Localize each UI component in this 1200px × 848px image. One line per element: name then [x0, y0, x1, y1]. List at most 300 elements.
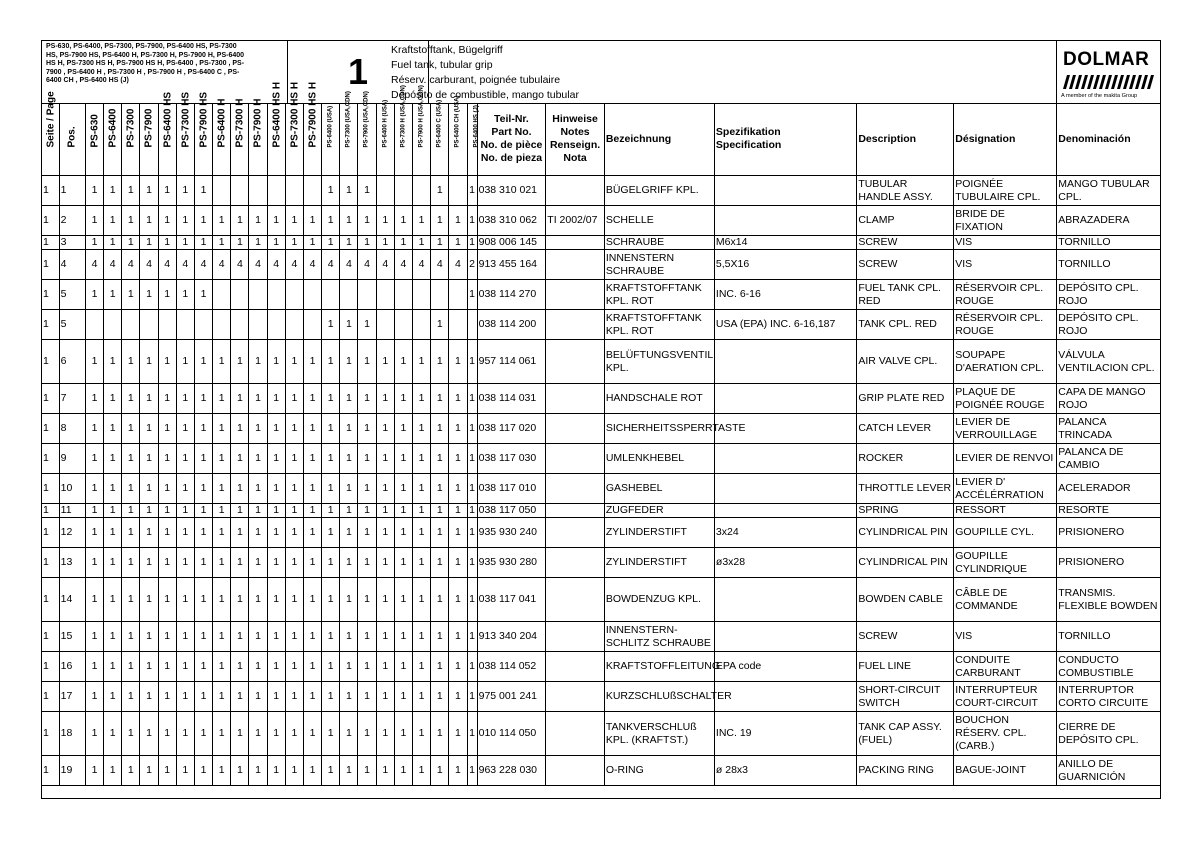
- cell-description: CYLINDRICAL PIN: [857, 518, 954, 548]
- cell-qty: 1: [85, 548, 103, 578]
- cell-designation: RESSORT: [954, 504, 1057, 518]
- cell-designation: INTERRUPTEUR COURT-CIRCUIT: [954, 682, 1057, 712]
- cell-qty: 1: [340, 176, 358, 206]
- cell-qty: 1: [340, 384, 358, 414]
- cell-qty: 1: [376, 682, 394, 712]
- cell-qty: [176, 310, 194, 340]
- cell-pos: 8: [59, 414, 85, 444]
- col-part-no-line: Part No.: [491, 126, 532, 138]
- cell-qty: 1: [249, 712, 267, 756]
- cell-qty: 1: [140, 518, 158, 548]
- cell-designation: LEVIER DE VERROUILLAGE: [954, 414, 1057, 444]
- cell-qty: 1: [176, 414, 194, 444]
- cell-part-no: 038 117 050: [477, 504, 546, 518]
- col-notes-line: Renseign.: [549, 139, 601, 151]
- cell-qty: 4: [340, 250, 358, 280]
- cell-qty: 1: [285, 652, 303, 682]
- cell-note: [546, 414, 605, 444]
- cell-note: [546, 236, 605, 250]
- cell-qty: [303, 280, 321, 310]
- cell-qty: 1: [303, 682, 321, 712]
- col-notes-line: Nota: [563, 152, 587, 164]
- cell-qty: 1: [394, 414, 412, 444]
- cell-qty: 1: [176, 340, 194, 384]
- cell-qty: 1: [376, 444, 394, 474]
- cell-qty: 1: [340, 340, 358, 384]
- cell-qty: [213, 176, 231, 206]
- table-header-row: [42, 103, 1160, 176]
- cell-qty: 1: [176, 384, 194, 414]
- cell-qty: 1: [194, 474, 212, 504]
- page-number: 1: [287, 41, 429, 103]
- cell-qty: 1: [176, 176, 194, 206]
- cell-qty: 1: [213, 340, 231, 384]
- cell-part-no: 038 310 062: [477, 206, 546, 236]
- cell-qty: 1: [122, 414, 140, 444]
- cell-bezeichnung: GASHEBEL: [604, 474, 714, 504]
- cell-qty: 1: [358, 504, 376, 518]
- cell-qty: 1: [158, 622, 176, 652]
- cell-qty: 1: [140, 622, 158, 652]
- cell-qty: 1: [431, 384, 449, 414]
- cell-qty: 1: [231, 236, 249, 250]
- cell-qty: 1: [449, 236, 467, 250]
- cell-qty: 1: [140, 712, 158, 756]
- cell-qty: 4: [104, 250, 122, 280]
- cell-qty: 1: [85, 682, 103, 712]
- parts-list-sheet: [41, 40, 1161, 799]
- cell-qty: 1: [176, 504, 194, 518]
- cell-pos: 1: [59, 176, 85, 206]
- col-model-0: [85, 103, 103, 176]
- col-part-no-line: No. de pièce: [480, 139, 543, 151]
- cell-qty: 1: [122, 518, 140, 548]
- cell-part-no: 913 455 164: [477, 250, 546, 280]
- cell-qty: 1: [413, 712, 431, 756]
- col-model-12: [303, 81, 321, 176]
- cell-designation: GOUPILLE CYL.: [954, 518, 1057, 548]
- cell-spec: 3x24: [714, 518, 856, 548]
- cell-designation: LEVIER D' ACCÉLÉRRATION: [954, 474, 1057, 504]
- cell-qty: 1: [285, 206, 303, 236]
- cell-designation: GOUPILLE CYLINDRIQUE: [954, 548, 1057, 578]
- table-row: [42, 518, 1160, 548]
- cell-spec: INC. 19: [714, 712, 856, 756]
- cell-qty: 1: [194, 578, 212, 622]
- cell-qty: 4: [394, 250, 412, 280]
- cell-qty: 1: [158, 548, 176, 578]
- cell-qty: 1: [122, 712, 140, 756]
- cell-qty: [413, 310, 431, 340]
- table-row: [42, 280, 1160, 310]
- cell-description: THROTTLE LEVER: [857, 474, 954, 504]
- cell-qty: 1: [213, 682, 231, 712]
- col-model-17-label: PS-7300 H (USA,CDN): [400, 84, 407, 147]
- cell-qty: 1: [194, 280, 212, 310]
- cell-bezeichnung: BÜGELGRIFF KPL.: [604, 176, 714, 206]
- cell-qty: 1: [158, 756, 176, 786]
- col-spezifikation-line: Spezifikation: [715, 126, 781, 138]
- cell-qty: 1: [467, 280, 477, 310]
- cell-description: ROCKER: [857, 444, 954, 474]
- cell-qty: 1: [231, 504, 249, 518]
- cell-description: CYLINDRICAL PIN: [857, 548, 954, 578]
- cell-qty: 1: [467, 384, 477, 414]
- cell-qty: 1: [376, 756, 394, 786]
- table-row: [42, 622, 1160, 652]
- cell-page: 1: [42, 340, 59, 384]
- cell-page: 1: [42, 682, 59, 712]
- cell-qty: 1: [340, 504, 358, 518]
- cell-qty: 1: [158, 652, 176, 682]
- cell-qty: [413, 280, 431, 310]
- cell-qty: [213, 280, 231, 310]
- cell-qty: 1: [340, 236, 358, 250]
- cell-pos: 11: [59, 504, 85, 518]
- cell-qty: 1: [140, 652, 158, 682]
- cell-denominacion: TRANSMIS. FLEXIBLE BOWDEN: [1057, 578, 1160, 622]
- cell-designation: LEVIER DE RENVOI: [954, 444, 1057, 474]
- col-model-14-label: PS-7300 (USA,CDN): [345, 90, 352, 147]
- cell-qty: 1: [231, 518, 249, 548]
- cell-qty: 1: [104, 206, 122, 236]
- table-row: [42, 444, 1160, 474]
- cell-qty: 1: [267, 504, 285, 518]
- cell-qty: 1: [122, 756, 140, 786]
- cell-part-no: 038 117 041: [477, 578, 546, 622]
- cell-designation: BAGUE-JOINT: [954, 756, 1057, 786]
- cell-qty: 1: [358, 756, 376, 786]
- cell-qty: 1: [122, 340, 140, 384]
- table-row: [42, 310, 1160, 340]
- cell-spec: [714, 578, 856, 622]
- cell-designation: BRIDE DE FIXATION: [954, 206, 1057, 236]
- cell-qty: 1: [85, 280, 103, 310]
- cell-qty: 1: [176, 712, 194, 756]
- cell-spec: M6x14: [714, 236, 856, 250]
- cell-qty: 1: [122, 504, 140, 518]
- cell-denominacion: TORNILLO: [1057, 236, 1160, 250]
- cell-qty: 1: [376, 518, 394, 548]
- cell-spec: [714, 622, 856, 652]
- cell-qty: 1: [449, 384, 467, 414]
- cell-page: 1: [42, 504, 59, 518]
- cell-qty: 1: [158, 504, 176, 518]
- cell-qty: 1: [85, 622, 103, 652]
- cell-qty: 1: [322, 518, 340, 548]
- cell-designation: PLAQUE DE POIGNÉE ROUGE: [954, 384, 1057, 414]
- col-model-4-label: PS-6400 HS: [162, 91, 174, 147]
- cell-qty: 1: [449, 578, 467, 622]
- cell-qty: 1: [467, 414, 477, 444]
- cell-qty: [340, 280, 358, 310]
- cell-qty: 1: [231, 578, 249, 622]
- col-model-10-label: PS-6400 HS H: [271, 81, 283, 147]
- cell-qty: 1: [122, 578, 140, 622]
- cell-qty: 1: [467, 756, 477, 786]
- cell-qty: 1: [140, 340, 158, 384]
- cell-bezeichnung: SICHERHEITSSPERRTASTE: [604, 414, 714, 444]
- model-list: PS-630, PS-6400, PS-7300, PS-7900, PS-6400 HS, PS-7300 HS, PS-7900 HS, PS-6400 H, PS-7300 H, PS-7900 H, PS-6400 HS H, PS-7300 HS H, PS-7900 HS H, PS-6400 , PS-7300 , PS-7900 , PS-6400 H , PS-7300 H , PS-7900 H , PS-6400 C , PS-6400 CH , PS-6400 HS (J): [46, 43, 245, 85]
- cell-denominacion: DEPÓSITO CPL. ROJO: [1057, 310, 1160, 340]
- cell-denominacion: MANGO TUBULAR CPL.: [1057, 176, 1160, 206]
- cell-spec: ø3x28: [714, 548, 856, 578]
- cell-qty: 1: [267, 340, 285, 384]
- cell-qty: 1: [249, 236, 267, 250]
- cell-qty: 4: [303, 250, 321, 280]
- cell-qty: 1: [449, 682, 467, 712]
- cell-qty: 1: [249, 756, 267, 786]
- cell-bezeichnung: KRAFTSTOFFTANK KPL. ROT: [604, 280, 714, 310]
- cell-qty: 1: [267, 652, 285, 682]
- cell-qty: 1: [85, 504, 103, 518]
- cell-qty: 4: [158, 250, 176, 280]
- cell-qty: 1: [340, 578, 358, 622]
- cell-qty: 1: [249, 578, 267, 622]
- cell-qty: 1: [394, 236, 412, 250]
- cell-qty: 1: [431, 340, 449, 384]
- cell-bezeichnung: HANDSCHALE ROT: [604, 384, 714, 414]
- cell-qty: 1: [340, 310, 358, 340]
- cell-qty: 1: [122, 652, 140, 682]
- cell-qty: 1: [340, 414, 358, 444]
- cell-part-no: 010 114 050: [477, 712, 546, 756]
- cell-qty: 1: [394, 622, 412, 652]
- cell-bezeichnung: BOWDENZUG KPL.: [604, 578, 714, 622]
- cell-qty: 1: [303, 384, 321, 414]
- cell-qty: 1: [85, 206, 103, 236]
- cell-pos: 18: [59, 712, 85, 756]
- cell-qty: 1: [104, 578, 122, 622]
- cell-qty: 1: [285, 236, 303, 250]
- cell-qty: 4: [449, 250, 467, 280]
- cell-qty: 1: [340, 756, 358, 786]
- cell-qty: 1: [303, 444, 321, 474]
- cell-denominacion: ACELERADOR: [1057, 474, 1160, 504]
- cell-qty: 1: [340, 652, 358, 682]
- cell-designation: VIS: [954, 250, 1057, 280]
- cell-qty: 1: [376, 414, 394, 444]
- cell-denominacion: VÁLVULA VENTILACION CPL.: [1057, 340, 1160, 384]
- cell-qty: 1: [285, 444, 303, 474]
- cell-qty: 1: [104, 548, 122, 578]
- title-es: Depósito de combustible, mango tubular: [391, 89, 579, 101]
- cell-qty: [104, 310, 122, 340]
- table-row: [42, 504, 1160, 518]
- cell-qty: 1: [122, 176, 140, 206]
- cell-pos: 9: [59, 444, 85, 474]
- cell-qty: [267, 176, 285, 206]
- cell-qty: 1: [340, 518, 358, 548]
- cell-qty: 1: [194, 682, 212, 712]
- cell-description: SPRING: [857, 504, 954, 518]
- cell-qty: 1: [303, 474, 321, 504]
- cell-qty: 1: [394, 340, 412, 384]
- cell-pos: 19: [59, 756, 85, 786]
- col-model-11: [285, 81, 303, 176]
- cell-qty: 1: [376, 384, 394, 414]
- col-model-17: [394, 84, 412, 176]
- cell-qty: 1: [231, 756, 249, 786]
- cell-qty: 4: [431, 250, 449, 280]
- cell-qty: 1: [413, 474, 431, 504]
- cell-qty: 1: [104, 622, 122, 652]
- cell-qty: 1: [322, 176, 340, 206]
- cell-qty: 4: [413, 250, 431, 280]
- cell-qty: 1: [158, 206, 176, 236]
- cell-part-no: 963 228 030: [477, 756, 546, 786]
- brand-name: DOLMAR: [1063, 49, 1150, 70]
- cell-qty: 1: [194, 206, 212, 236]
- cell-qty: [394, 280, 412, 310]
- cell-denominacion: TORNILLO: [1057, 622, 1160, 652]
- cell-note: [546, 474, 605, 504]
- cell-qty: 4: [122, 250, 140, 280]
- cell-qty: 1: [231, 712, 249, 756]
- cell-qty: 1: [431, 444, 449, 474]
- cell-bezeichnung: ZUGFEDER: [604, 504, 714, 518]
- cell-qty: 1: [158, 340, 176, 384]
- cell-qty: 1: [267, 236, 285, 250]
- cell-denominacion: PALANCA TRINCADA: [1057, 414, 1160, 444]
- cell-qty: 1: [176, 682, 194, 712]
- cell-qty: 1: [358, 622, 376, 652]
- cell-part-no: 935 930 240: [477, 518, 546, 548]
- cell-qty: 1: [267, 756, 285, 786]
- cell-qty: 4: [231, 250, 249, 280]
- cell-qty: [303, 176, 321, 206]
- cell-qty: 1: [140, 578, 158, 622]
- cell-bezeichnung: SCHELLE: [604, 206, 714, 236]
- cell-qty: 1: [322, 548, 340, 578]
- col-notes-line: Notes: [560, 126, 590, 138]
- cell-note: [546, 310, 605, 340]
- cell-qty: [249, 176, 267, 206]
- cell-qty: 1: [176, 474, 194, 504]
- cell-description: FUEL LINE: [857, 652, 954, 682]
- cell-qty: 1: [213, 414, 231, 444]
- cell-pos: 4: [59, 250, 85, 280]
- table-row: [42, 414, 1160, 444]
- cell-note: [546, 622, 605, 652]
- cell-qty: 1: [467, 682, 477, 712]
- cell-spec: [714, 206, 856, 236]
- cell-qty: 1: [194, 384, 212, 414]
- cell-qty: 1: [122, 444, 140, 474]
- cell-qty: 1: [231, 548, 249, 578]
- cell-qty: 1: [140, 176, 158, 206]
- cell-qty: 1: [194, 756, 212, 786]
- cell-qty: 1: [431, 756, 449, 786]
- cell-qty: 1: [104, 474, 122, 504]
- cell-qty: 1: [122, 280, 140, 310]
- cell-spec: [714, 384, 856, 414]
- cell-denominacion: CONDUCTO COMBUSTIBLE: [1057, 652, 1160, 682]
- cell-note: [546, 176, 605, 206]
- cell-pos: 10: [59, 474, 85, 504]
- col-part-no-line: Teil-Nr.: [494, 113, 529, 125]
- cell-bezeichnung: KRAFTSTOFFTANK KPL. ROT: [604, 310, 714, 340]
- cell-qty: 1: [467, 236, 477, 250]
- cell-qty: 1: [449, 652, 467, 682]
- cell-qty: 1: [340, 622, 358, 652]
- cell-qty: 1: [322, 578, 340, 622]
- col-model-7-label: PS-6400 H: [216, 98, 228, 147]
- col-model-5: [176, 91, 194, 176]
- cell-qty: 1: [394, 384, 412, 414]
- cell-qty: 1: [158, 280, 176, 310]
- cell-spec: [714, 682, 856, 712]
- cell-qty: 1: [413, 682, 431, 712]
- cell-qty: 1: [213, 236, 231, 250]
- cell-qty: 1: [176, 756, 194, 786]
- col-model-5-label: PS-7300 HS: [180, 91, 192, 147]
- cell-qty: 1: [194, 712, 212, 756]
- cell-spec: EPA code: [714, 652, 856, 682]
- cell-qty: 1: [467, 504, 477, 518]
- cell-qty: 1: [413, 518, 431, 548]
- col-designation: Désignation: [954, 103, 1057, 176]
- cell-description: GRIP PLATE RED: [857, 384, 954, 414]
- cell-qty: 1: [194, 176, 212, 206]
- cell-qty: 4: [267, 250, 285, 280]
- cell-qty: 1: [176, 518, 194, 548]
- cell-designation: VIS: [954, 622, 1057, 652]
- cell-part-no: 908 006 145: [477, 236, 546, 250]
- cell-qty: 1: [267, 712, 285, 756]
- cell-note: [546, 578, 605, 622]
- cell-qty: 1: [267, 474, 285, 504]
- cell-qty: 1: [358, 340, 376, 384]
- cell-qty: 1: [376, 340, 394, 384]
- cell-qty: [213, 310, 231, 340]
- cell-spec: 5,5X16: [714, 250, 856, 280]
- col-model-2: [122, 103, 140, 176]
- cell-bezeichnung: TANKVERSCHLUß KPL. (KRAFTST.): [604, 712, 714, 756]
- cell-note: [546, 682, 605, 712]
- col-model-21-label: PS-6400 HS (J): [473, 104, 480, 147]
- cell-qty: [285, 280, 303, 310]
- cell-qty: [376, 280, 394, 310]
- col-model-20: [449, 94, 467, 176]
- cell-qty: 1: [140, 548, 158, 578]
- cell-qty: 1: [322, 622, 340, 652]
- cell-qty: [249, 280, 267, 310]
- cell-qty: 1: [104, 340, 122, 384]
- cell-qty: [231, 310, 249, 340]
- col-model-0-label: PS-630: [89, 113, 101, 147]
- cell-qty: 1: [413, 384, 431, 414]
- cell-qty: 1: [431, 236, 449, 250]
- title-en: Fuel tank, tubular grip: [391, 59, 493, 71]
- cell-qty: 1: [322, 414, 340, 444]
- cell-qty: 1: [431, 622, 449, 652]
- col-model-11-label: PS-7300 HS H: [289, 81, 301, 147]
- cell-note: [546, 504, 605, 518]
- cell-qty: 2: [467, 250, 477, 280]
- cell-qty: 1: [122, 474, 140, 504]
- table-row: [42, 578, 1160, 622]
- cell-designation: RÉSERVOIR CPL. ROUGE: [954, 310, 1057, 340]
- cell-bezeichnung: O-RING: [604, 756, 714, 786]
- col-model-18: [413, 84, 431, 176]
- cell-qty: 1: [358, 310, 376, 340]
- cell-spec: [714, 340, 856, 384]
- cell-qty: 1: [449, 444, 467, 474]
- cell-qty: 1: [249, 414, 267, 444]
- col-model-16: [376, 99, 394, 176]
- cell-note: [546, 518, 605, 548]
